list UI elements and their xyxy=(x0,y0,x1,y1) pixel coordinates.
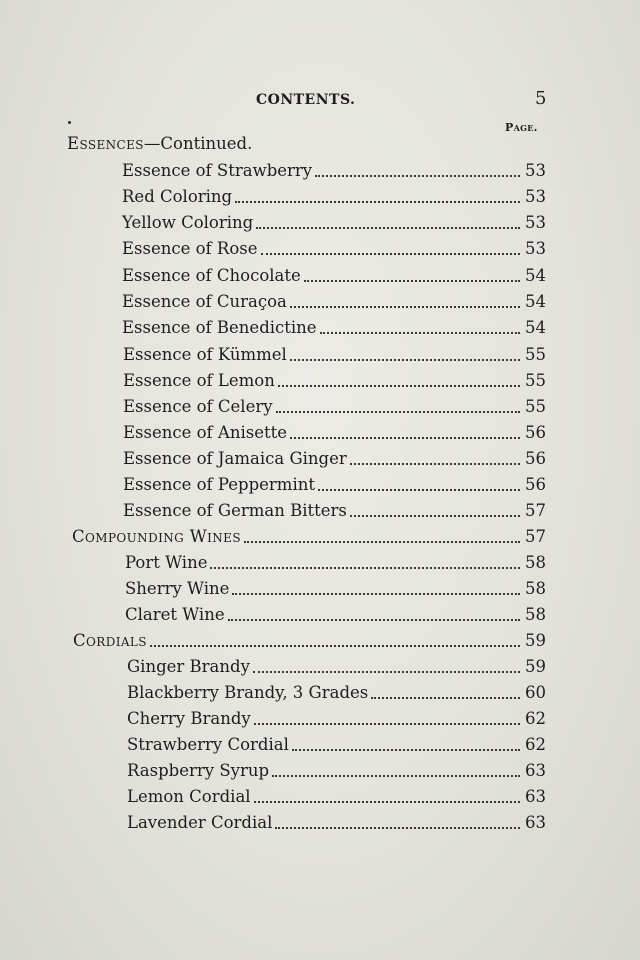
dot-leader xyxy=(228,618,520,621)
dot-leader xyxy=(290,358,520,361)
toc-entry-page: 53 xyxy=(525,187,546,206)
toc-entry-label: Essence of German Bitters xyxy=(123,501,347,520)
toc-entry[interactable] xyxy=(127,810,546,834)
page-column-label: Page. xyxy=(505,121,538,134)
toc-entry[interactable] xyxy=(123,498,546,522)
dot-leader xyxy=(350,514,520,517)
toc-entry-page: 63 xyxy=(525,787,546,806)
toc-entry-label: Raspberry Syrup xyxy=(127,761,270,780)
running-title: CONTENTS. xyxy=(256,92,356,108)
toc-entry-label: Essence of Strawberry xyxy=(122,161,313,180)
section-heading-smallcaps: Essences xyxy=(67,134,144,153)
toc-entry-page: 56 xyxy=(525,423,546,442)
toc-entry-page: 53 xyxy=(525,213,546,232)
dot-leader xyxy=(371,696,520,699)
dot-leader xyxy=(318,488,520,491)
toc-entry[interactable] xyxy=(125,602,546,626)
toc-entry-label: Sherry Wine xyxy=(125,579,230,598)
toc-entry[interactable] xyxy=(122,184,546,208)
toc-entry[interactable] xyxy=(122,210,546,234)
section-heading-essences xyxy=(67,131,547,155)
dot-leader xyxy=(320,331,520,334)
toc-entry[interactable] xyxy=(127,758,546,782)
dot-leader xyxy=(304,279,520,282)
dot-leader xyxy=(315,174,520,177)
toc-entry-page: 58 xyxy=(525,605,546,624)
toc-entry-page: 54 xyxy=(525,292,546,311)
toc-entry-page: 59 xyxy=(525,657,546,676)
toc-entry-page: 55 xyxy=(525,345,546,364)
toc-entry[interactable] xyxy=(123,368,546,392)
toc-entry-page: 63 xyxy=(525,813,546,832)
page-number: 5 xyxy=(535,88,547,109)
toc-entry-page: 53 xyxy=(525,239,546,258)
section-heading-label xyxy=(67,133,252,155)
toc-entry[interactable] xyxy=(122,158,546,182)
dot-leader xyxy=(254,722,520,725)
toc-entry-page: 55 xyxy=(525,371,546,390)
toc-entry-label: Essence of Anisette xyxy=(123,423,287,442)
toc-entry-page: 54 xyxy=(525,318,546,337)
section-heading-label: Cordials xyxy=(73,631,147,650)
dot-leader xyxy=(254,800,520,803)
toc-entry[interactable] xyxy=(127,680,546,704)
dot-leader xyxy=(232,592,520,595)
toc-entry[interactable] xyxy=(123,446,546,470)
running-head xyxy=(0,88,640,112)
dot-leader xyxy=(253,670,520,673)
toc-entry-label: Blackberry Brandy, 3 Grades xyxy=(127,683,369,702)
toc-entry[interactable] xyxy=(123,342,546,366)
toc-entry[interactable] xyxy=(122,289,546,313)
section-heading-compounding-wines[interactable] xyxy=(72,524,546,548)
toc-entry-label: Lemon Cordial xyxy=(127,787,251,806)
toc-entry-label: Essence of Peppermint xyxy=(123,475,315,494)
toc-entry[interactable] xyxy=(125,550,546,574)
toc-entry-label: Port Wine xyxy=(125,553,208,572)
section-heading-page: 59 xyxy=(525,631,546,650)
toc-entry-page: 58 xyxy=(525,579,546,598)
toc-entry-label: Lavender Cordial xyxy=(127,813,273,832)
toc-entry-label: Strawberry Cordial xyxy=(127,735,289,754)
toc-entry-page: 62 xyxy=(525,709,546,728)
dot-leader xyxy=(292,748,520,751)
toc-entry-label: Yellow Coloring xyxy=(122,213,254,232)
ink-speck xyxy=(68,121,71,124)
dot-leader xyxy=(290,305,520,308)
dot-leader xyxy=(272,774,520,777)
toc-entry[interactable] xyxy=(125,576,546,600)
toc-entry-page: 62 xyxy=(525,735,546,754)
toc-entry-page: 58 xyxy=(525,553,546,572)
toc-entry[interactable] xyxy=(127,654,546,678)
toc-entry-label: Essence of Kümmel xyxy=(123,345,287,364)
toc-entry-page: 60 xyxy=(525,683,546,702)
toc-entry[interactable] xyxy=(122,236,546,260)
dot-leader xyxy=(350,462,520,465)
dot-leader xyxy=(261,252,521,255)
toc-entry-label: Cherry Brandy xyxy=(127,709,251,728)
section-heading-label: Compounding Wines xyxy=(72,527,241,546)
dot-leader xyxy=(276,410,520,413)
section-heading-page: 57 xyxy=(525,527,546,546)
toc-entry[interactable] xyxy=(122,315,546,339)
toc-entry-page: 55 xyxy=(525,397,546,416)
toc-entry-label: Essence of Celery xyxy=(123,397,273,416)
section-heading-suffix: —Continued. xyxy=(143,134,253,153)
dot-leader xyxy=(275,826,520,829)
dot-leader xyxy=(290,436,520,439)
toc-entry-label: Red Coloring xyxy=(122,187,233,206)
toc-entry-label: Essence of Jamaica Ginger xyxy=(123,449,347,468)
toc-entry-label: Essence of Lemon xyxy=(123,371,275,390)
toc-entry-label: Essence of Chocolate xyxy=(122,266,301,285)
toc-entry-page: 56 xyxy=(525,475,546,494)
toc-entry-page: 56 xyxy=(525,449,546,468)
toc-entry[interactable] xyxy=(122,263,546,287)
toc-entry-page: 53 xyxy=(525,161,546,180)
toc-entry-label: Ginger Brandy xyxy=(127,657,250,676)
section-heading-cordials[interactable] xyxy=(73,628,546,652)
toc-entry[interactable] xyxy=(127,706,546,730)
toc-entry-label: Essence of Curaçoa xyxy=(122,292,287,311)
dot-leader xyxy=(244,540,520,543)
toc-entry-page: 54 xyxy=(525,266,546,285)
toc-entry[interactable] xyxy=(127,784,546,808)
dot-leader xyxy=(150,644,520,647)
toc-entry-label: Essence of Benedictine xyxy=(122,318,317,337)
toc-entry[interactable] xyxy=(123,420,546,444)
dot-leader xyxy=(256,226,520,229)
toc-entry-page: 57 xyxy=(525,501,546,520)
dot-leader xyxy=(235,200,520,203)
toc-entry[interactable] xyxy=(127,732,546,756)
toc-entry[interactable] xyxy=(123,472,546,496)
toc-entry-label: Essence of Rose xyxy=(122,239,258,258)
dot-leader xyxy=(278,384,520,387)
toc-entry-label: Claret Wine xyxy=(125,605,225,624)
dot-leader xyxy=(210,566,520,569)
toc-entry[interactable] xyxy=(123,394,546,418)
toc-entry-page: 63 xyxy=(525,761,546,780)
